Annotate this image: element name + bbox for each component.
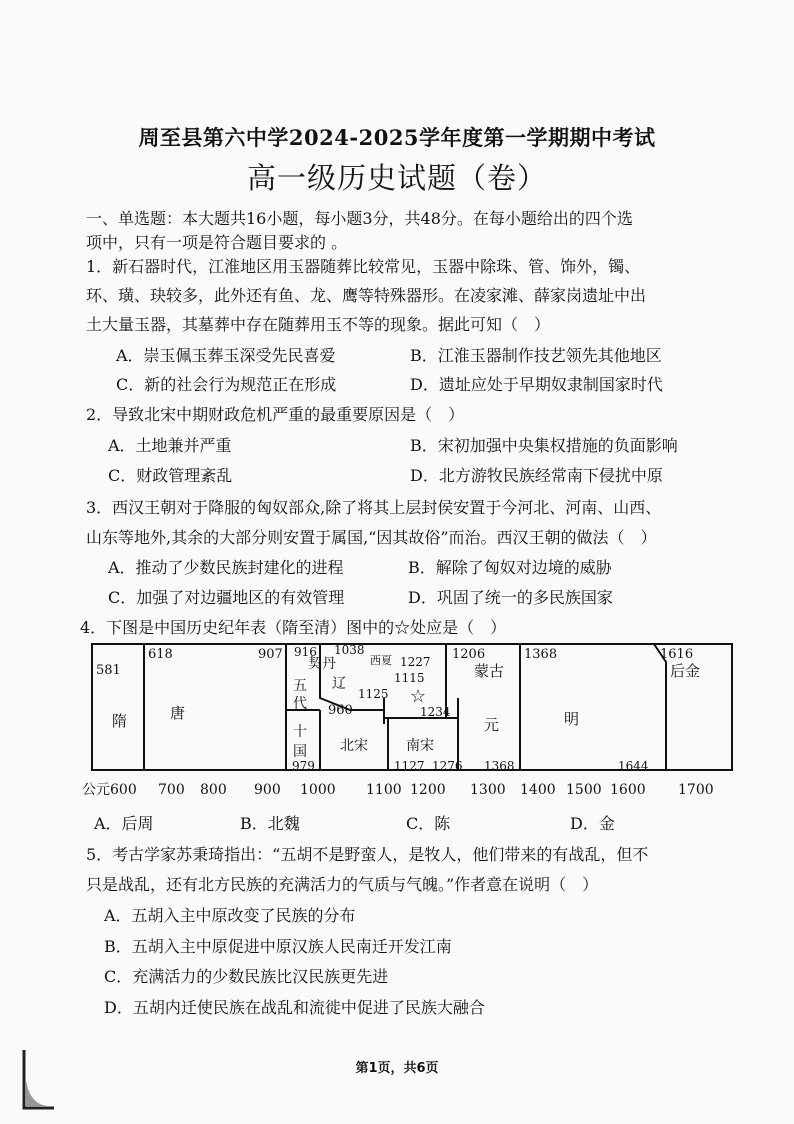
year-1127: 1127	[394, 759, 425, 773]
year-1234: 1234	[420, 705, 451, 719]
axis-label-800: 800	[200, 782, 227, 798]
q2-option-b[interactable]: B．宋初加强中央集权措施的负面影响	[410, 436, 678, 455]
year-960: 960	[328, 703, 353, 718]
q5-stem-line2: 只是战乱，还有北方民族的充满活力的气质与气魄。”作者意在说明（ ）	[86, 875, 599, 894]
dynasty-tang: 唐	[170, 704, 186, 722]
q1-stem-line2: 环、璜、玦较多，此外还有鱼、龙、鹰等特殊器形。在凌家滩、薛家岗遗址中出	[86, 286, 647, 305]
axis-label-700: 700	[158, 782, 185, 798]
year-1038: 1038	[334, 643, 365, 657]
year-916: 916	[294, 645, 317, 659]
dynasty-xixia: 西夏	[370, 654, 392, 667]
q5-option-c[interactable]: C．充满活力的少数民族比汉民族更先进	[104, 967, 389, 986]
axis-label-600: 公元600	[82, 782, 137, 798]
q3-stem-line2: 山东等地外,其余的大部分则安置于属国,“因其故俗”而治。西汉王朝的做法（ ）	[86, 528, 657, 547]
q4-option-b[interactable]: B．北魏	[240, 814, 300, 833]
year-907: 907	[258, 647, 283, 662]
dynasty-qidan: 契丹	[308, 656, 336, 672]
dynasty-sui: 隋	[112, 712, 128, 730]
q2-option-d[interactable]: D．北方游牧民族经常南下侵扰中原	[410, 466, 663, 485]
dynasty-ming: 明	[564, 710, 580, 728]
year-1368-bottom: 1368	[484, 759, 515, 773]
chinese-history-timeline	[82, 638, 748, 798]
q3-option-a[interactable]: A．推动了少数民族封建化的进程	[108, 558, 344, 577]
axis-label-1000: 1000	[300, 782, 336, 798]
dynasty-yuan: 元	[484, 716, 500, 734]
year-618: 618	[148, 647, 173, 662]
year-1115: 1115	[394, 671, 425, 685]
dynasty-menggu: 蒙古	[474, 662, 505, 680]
q5-option-a[interactable]: A．五胡入主中原改变了民族的分布	[104, 906, 356, 925]
scan-edge-mark	[14, 1050, 54, 1112]
year-1644: 1644	[618, 759, 649, 773]
q5-option-b[interactable]: B．五胡入主中原促进中原汉族人民南迁开发江南	[104, 937, 452, 956]
year-1368-top: 1368	[524, 647, 558, 662]
section-instruction-line1: 一、单选题：本大题共16小题，每小题3分，共48分。在每小题给出的四个选	[86, 209, 633, 228]
paper-title: 高一级历史试题（卷）	[246, 161, 547, 195]
year-1227: 1227	[400, 655, 431, 669]
axis-label-1200: 1200	[410, 782, 446, 798]
q3-stem-line1: 3．西汉王朝对于降服的匈奴部众,除了将其上层封侯安置于今河北、河南、山西、	[86, 498, 662, 517]
axis-label-1100: 1100	[366, 782, 402, 798]
axis-label-1700: 1700	[678, 782, 714, 798]
q3-option-d[interactable]: D．巩固了统一的多民族国家	[408, 588, 613, 607]
q1-option-a[interactable]: A．崇玉佩玉葬玉深受先民喜爱	[116, 346, 336, 365]
ming-right-edge	[654, 644, 666, 770]
school-exam-title: 周至县第六中学2024-2025学年度第一学期期中考试	[138, 125, 656, 150]
q3-option-b[interactable]: B．解除了匈奴对边境的威胁	[408, 558, 612, 577]
q4-option-d[interactable]: D．金	[570, 814, 615, 833]
q1-stem-line3: 土大量玉器，其墓葬中存在随葬用玉不等的现象。据此可知（ ）	[86, 315, 551, 334]
year-979: 979	[292, 759, 315, 773]
q2-option-c[interactable]: C．财政管理紊乱	[108, 466, 233, 485]
q1-option-b[interactable]: B．江淮玉器制作技艺领先其他地区	[410, 346, 662, 365]
axis-label-1300: 1300	[470, 782, 506, 798]
dynasty-wudai-2: 代	[293, 696, 307, 712]
dynasty-beisong: 北宋	[340, 738, 368, 754]
axis-label-1500: 1500	[566, 782, 602, 798]
dynasty-shiguo-2: 国	[293, 744, 307, 760]
q4-option-c[interactable]: C．陈	[406, 814, 451, 833]
dynasty-nansong: 南宋	[406, 738, 434, 754]
year-1206: 1206	[452, 647, 486, 662]
axis-label-1400: 1400	[520, 782, 556, 798]
q3-option-c[interactable]: C．加强了对边疆地区的有效管理	[108, 588, 345, 607]
q4-stem: 4．下图是中国历史纪年表（隋至清）图中的☆处应是（ ）	[80, 618, 507, 637]
q1-stem-line1: 1．新石器时代，江淮地区用玉器随葬比较常见，玉器中除珠、管、饰外，镯、	[86, 257, 641, 276]
q2-stem: 2．导致北宋中期财政危机严重的最重要原因是（ ）	[86, 405, 465, 424]
dynasty-liao: 辽	[332, 676, 346, 692]
year-1276: 1276	[432, 759, 463, 773]
axis-label-900: 900	[254, 782, 281, 798]
section-instruction-line2: 项中，只有一项是符合题目要求的 。	[86, 233, 348, 252]
q5-stem-line1: 5．考古学家苏秉琦指出：“五胡不是野蛮人，是牧人，他们带来的有战乱，但不	[86, 845, 649, 864]
q5-option-d[interactable]: D．五胡内迁使民族在战乱和流徙中促进了民族大融合	[104, 998, 485, 1017]
q4-option-a[interactable]: A．后周	[94, 814, 154, 833]
q1-option-c[interactable]: C．新的社会行为规范正在形成	[116, 375, 337, 394]
q2-option-a[interactable]: A．土地兼并严重	[108, 436, 232, 455]
star-marker: ☆	[410, 686, 427, 707]
year-581: 581	[96, 663, 121, 678]
year-1125: 1125	[358, 687, 389, 701]
page-number: 第1页，共6页	[355, 1061, 439, 1076]
dynasty-wudai-1: 五	[293, 678, 307, 694]
year-1616: 1616	[660, 647, 694, 662]
q1-option-d[interactable]: D．遗址应处于早期奴隶制国家时代	[410, 375, 663, 394]
axis-label-1600: 1600	[610, 782, 646, 798]
dynasty-shiguo-1: 十	[293, 724, 307, 740]
dynasty-houjin: 后金	[670, 662, 701, 680]
